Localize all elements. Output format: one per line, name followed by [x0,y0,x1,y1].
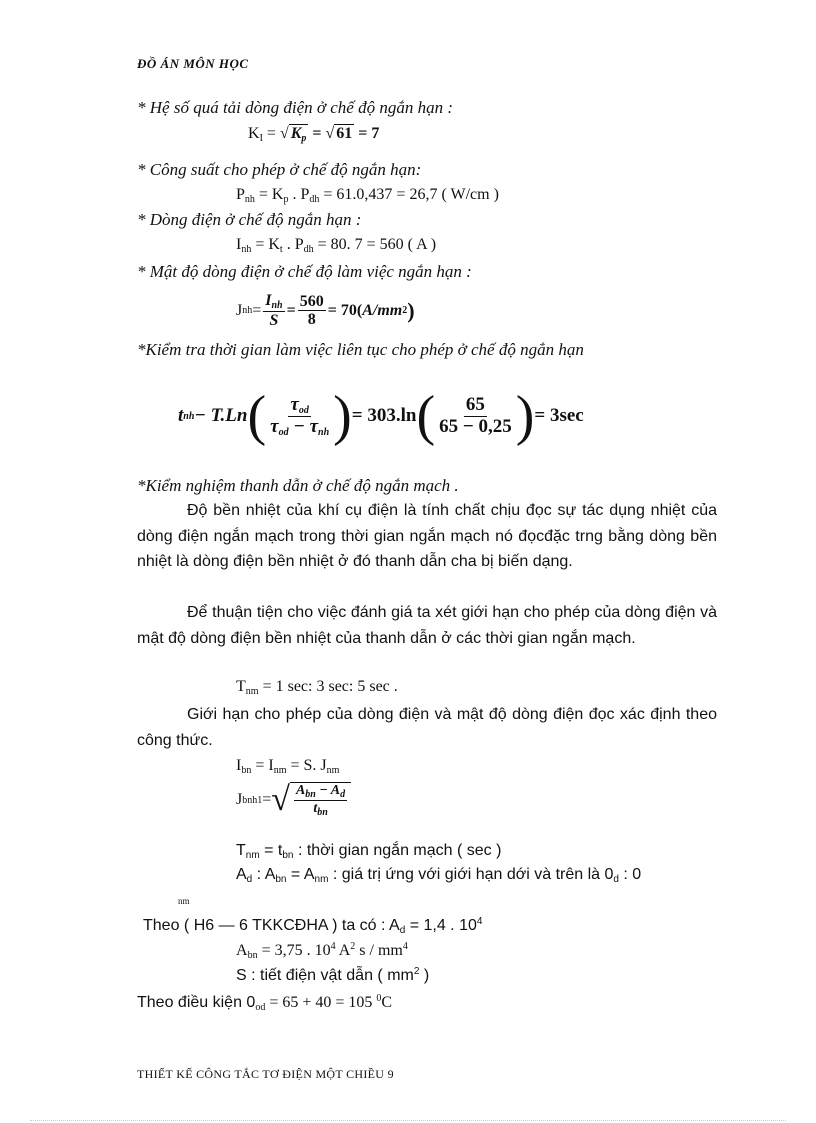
heading-overload-factor: * Hệ số quá tải dòng điện ở chế độ ngắn hạn : [137,98,453,117]
formula-tnm-tbn: $T_{nm} = t_{bn}$ : thời gian ngắn mạch ( sec ) [236,842,502,861]
formula-jnh: J nh = $\frac{I_{nh}}{S}$ = $\frac{560}{8}$ = 70( A/mm 2 ) [236,292,415,329]
paragraph-limit: Giới hạn cho phép của dòng điện và mật độ dòng điện đọc xác định theo công thức. [137,706,717,749]
bottom-divider [30,1120,786,1121]
formula-ki: $K_I$ = √ $K_p$ = √ 61 = 7 [248,125,380,144]
heading-continuous-time: *Kiểm tra thời gian làm việc liên tục cho phép ở chế độ ngắn hạn [137,340,584,359]
formula-s-area: S : tiết điện vật dẫn ( $mm^2$ ) [236,966,430,984]
heading-short-current: * Dòng điện ở chế độ ngắn hạn : [137,210,362,229]
paragraph-evaluation: Để thuận tiện cho việc đánh giá ta xét giới hạn cho phép của dòng điện và mật độ dòng điện bền nhiệt của thanh dẫn ở các thời gian ngắn mạch. [137,604,717,647]
formula-theo-ad: Theo ( H6 — 6 TKKCĐHA ) ta có : $A_d = 1,4$ . $10^4$ [143,916,483,936]
formula-jbnh1: J bnh1 = √ $\frac{A_{bn} - A_d}{t_{bn}}$ [236,782,351,818]
subscript-nm-tail: nm [178,896,190,906]
paragraph-thermal-stability: Độ bền nhiệt của khí cụ điện là tính chất chịu đọc sự tác dụng nhiệt của dòng điện ngắn mạch trong thời gian ngắn mạch nó đọcđặc trng bằng dòng bền nhiệt là dòng điện bền nhiệt ở đó thanh dẫn cha bị biến dạng. [137,502,717,570]
page-header: ĐỒ ÁN MÔN HỌC [137,56,249,71]
formula-tnh: t nh − T.Ln ( $\frac{\tau_{od}}{\tau_{od} - \tau_{nh}}$ ) = 303.ln ( $\frac{65}{65 - 0,25}$ ) = 3sec [178,385,584,447]
heading-short-circuit-test: *Kiểm nghiệm thanh dẫn ở chế độ ngắn mạch . [137,476,459,495]
formula-abn-value: $A_{bn} = 3,75$ . $10^4$ $A^2$ s / $mm^4$ [236,941,408,961]
heading-short-power: * Công suất cho phép ở chế độ ngắn hạn: [137,160,422,179]
formula-pnh: $P_{nh} = K_p$ . $P_{dh} = 61.0,437 = 26,7$ ( W/cm ) [236,186,499,205]
formula-ibn: $I_{bn} = I_{nm} = S$. $J_{nm}$ [236,757,340,776]
page-footer: THIẾT KẾ CÔNG TẮC TƠ ĐIỆN MỘT CHIỀU 9 [137,1067,394,1081]
formula-ad-abn: $A_d$ : $A_{bn} = A_{nm}$ : giá trị ứng với giới hạn dới và trên là $0_d$ : 0 [236,866,642,885]
heading-current-density: * Mật độ dòng điện ở chế độ làm việc ngắn hạn : [137,262,472,281]
formula-theo-temperature: Theo điều kiện $0_{od} = 65 + 40 = 105$ $^0$C [137,993,393,1013]
formula-inh: $I_{nh} = K_t$ . $P_{dh} = 80$. 7 = 560 ( A ) [236,236,437,255]
formula-tnm: $T_{nm} = 1$ sec: 3 sec: 5 sec . [236,678,398,697]
